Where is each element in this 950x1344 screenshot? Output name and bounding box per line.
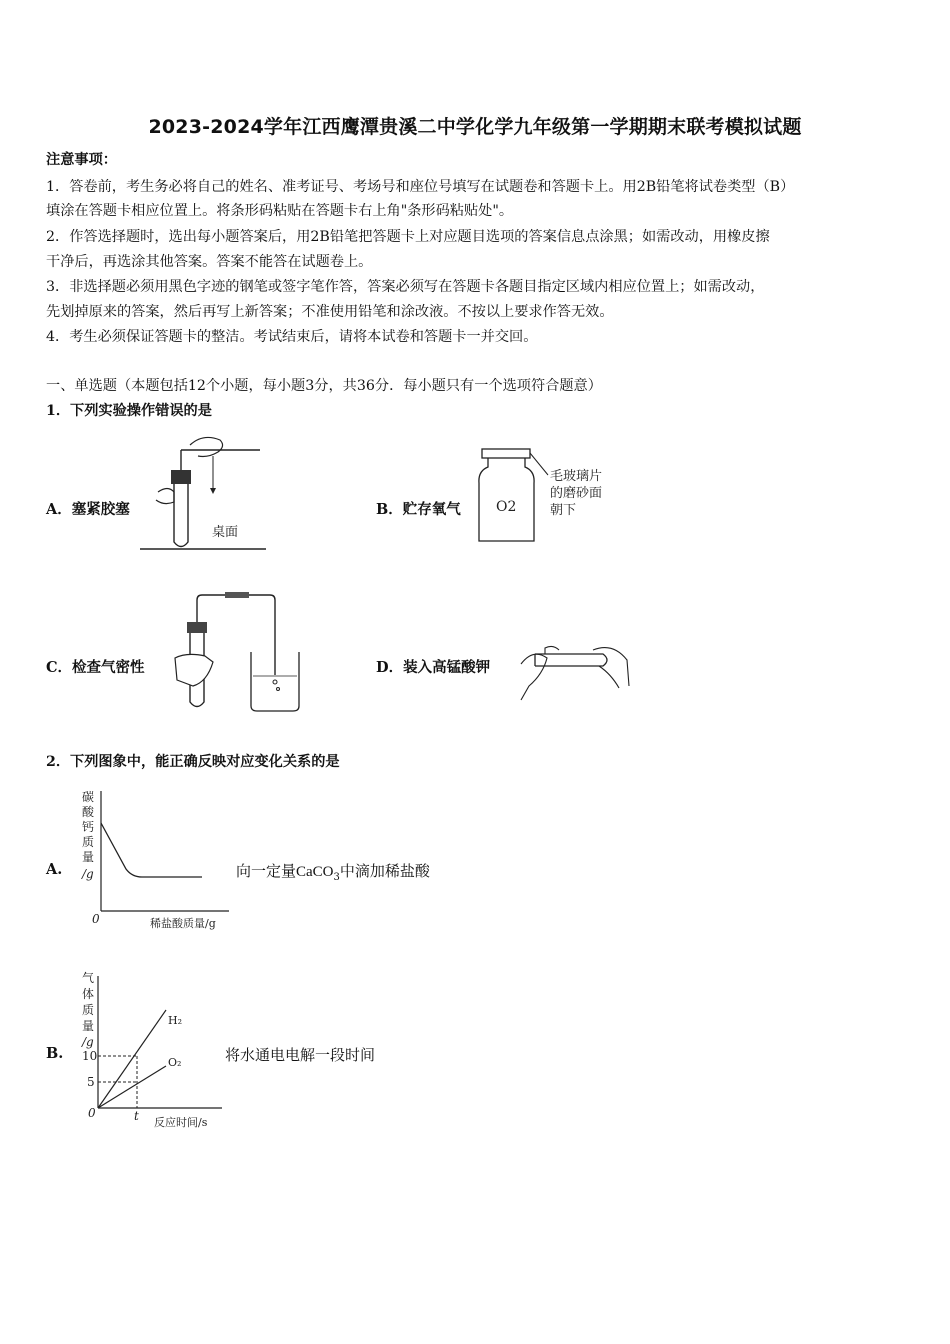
notice-line: 先划掉原来的答案，然后再写上新答案；不准使用铅笔和涂改液。不按以上要求作答无效。: [46, 304, 614, 320]
q2-option-b-label: B.: [46, 1045, 64, 1062]
y-axis-label: 钙: [82, 820, 95, 834]
q2-option-b-desc: 将水通电电解一段时间: [225, 1046, 376, 1064]
q1-figure-a: [138, 430, 268, 555]
q2-graph-b: [74, 968, 234, 1130]
bottle-note-line: 毛玻璃片: [550, 469, 603, 484]
origin-label: 0: [92, 912, 100, 926]
y-axis-label: 体: [82, 987, 95, 1001]
bottle-note-line: 朝下: [550, 503, 577, 518]
notice-line: 3．非选择题必须用黑色字迹的钢笔或签字笔作答，答案必须写在答题卡各题目指定区域内相应位置上；如需改动，: [46, 279, 765, 295]
q2-graph-a: [74, 785, 239, 935]
q1-figure-c: [165, 590, 305, 715]
y-axis-label: 质: [82, 1003, 95, 1017]
notice-line: 填涂在答题卡相应位置上。将条形码粘贴在答题卡右上角"条形码粘贴处"。: [46, 203, 514, 219]
y-axis-label: /g: [82, 867, 94, 881]
question-2-stem: 2．下列图象中，能正确反映对应变化关系的是: [46, 754, 340, 770]
question-1-stem: 1．下列实验操作错误的是: [46, 403, 212, 419]
q2-option-a-label: A.: [46, 861, 63, 878]
origin-label: 0: [88, 1106, 96, 1120]
x-axis-label: 反应时间/s: [154, 1116, 208, 1129]
desc-formula: CaCO: [296, 864, 334, 880]
y-axis-label: 质: [82, 835, 95, 849]
q1-figure-b: [470, 445, 620, 550]
o2-line-label: O₂: [168, 1056, 182, 1069]
desc-text: 向一定量: [236, 862, 297, 880]
y-axis-label: 气: [82, 971, 95, 985]
x-axis-label: 稀盐酸质量/g: [150, 917, 216, 930]
y-axis-label: 量: [82, 1019, 95, 1033]
section-heading: 一、单选题（本题包括12个小题，每小题3分，共36分．每小题只有一个选项符合题意）: [46, 378, 602, 394]
notice-line: 干净后，再选涂其他答案。答案不能答在试题卷上。: [46, 254, 373, 270]
y-axis-label: 酸: [82, 805, 95, 819]
y-axis-label: /g: [82, 1035, 94, 1049]
table-label: 桌面: [212, 525, 239, 540]
q1-option-b-label: B．贮存氧气: [376, 501, 461, 518]
y-axis-label: 量: [82, 850, 95, 864]
bottle-note-line: 的磨砂面: [550, 486, 603, 501]
notice-line: 4．考生必须保证答题卡的整洁。考试结束后，请将本试卷和答题卡一并交回。: [46, 329, 538, 345]
bottle-formula: O2: [496, 499, 517, 515]
y-tick-label: 10: [82, 1049, 98, 1063]
notice-line: 1．答卷前，考生务必将自己的姓名、准考证号、考场号和座位号填写在试题卷和答题卡上。用2B铅笔将试卷类型（B）: [46, 179, 795, 195]
q2-option-a-desc: [236, 860, 430, 883]
q1-figure-d: [515, 640, 635, 710]
notice-line: 2．作答选择题时，选出每小题答案后，用2B铅笔把答题卡上对应题目选项的答案信息点涂黑；如需改动，用橡皮擦: [46, 229, 770, 245]
desc-text: 中滴加稀盐酸: [339, 862, 430, 880]
q1-option-d-label: D．装入高锰酸钾: [376, 659, 491, 676]
h2-line-label: H₂: [168, 1014, 183, 1027]
notice-heading: 注意事项：: [46, 152, 117, 168]
desc-subscript: 3: [333, 872, 340, 883]
page-title: 2023-2024学年江西鹰潭贵溪二中学化学九年级第一学期期末联考模拟试题: [148, 116, 802, 138]
y-tick-label: 5: [87, 1075, 95, 1089]
y-axis-label: 碳: [82, 790, 95, 804]
q1-option-c-label: C．检查气密性: [46, 659, 145, 676]
q1-option-a-label: A．塞紧胶塞: [46, 501, 130, 518]
x-tick-label: t: [134, 1109, 139, 1123]
